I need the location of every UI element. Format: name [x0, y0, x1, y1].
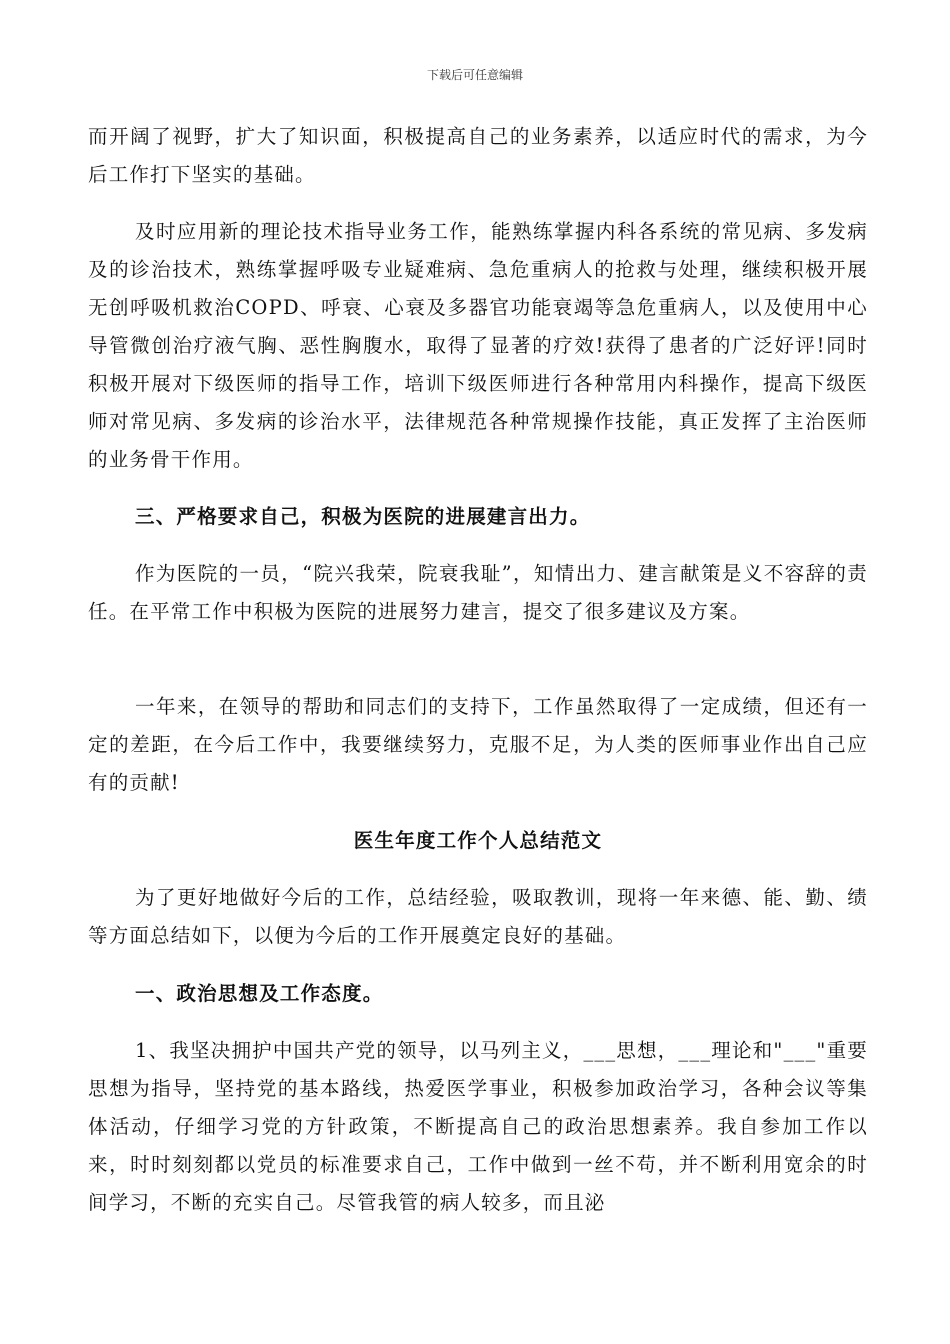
body-paragraph — [88, 213, 868, 479]
body-paragraph — [88, 555, 868, 631]
heading-section-three: 三、严格要求自己，积极为医院的进展建言出力。 — [135, 505, 591, 528]
heading-section-one: 一、政治思想及工作态度。 — [135, 982, 384, 1005]
section-heading — [88, 975, 868, 1013]
body-paragraph — [88, 879, 868, 955]
body-paragraph — [88, 688, 868, 802]
body-paragraph — [88, 1032, 868, 1222]
section-heading — [88, 498, 868, 536]
paragraph-continuation: 而开阔了视野，扩大了知识面，积极提高自己的业务素养，以适应时代的需求，为今后工作打下坚实的基础。 — [88, 125, 868, 186]
document-title — [88, 822, 868, 860]
body-paragraph — [88, 118, 868, 194]
paragraph-hospital-member: 作为医院的一员，“院兴我荣，院衰我耻”，知情出力、建言献策是义不容辞的责任。在平常工作中积极为医院的进展努力建言，提交了很多建议及方案。 — [88, 562, 868, 623]
paragraph-year-summary: 一年来，在领导的帮助和同志们的支持下，工作虽然取得了一定成绩，但还有一定的差距，在今后工作中，我要继续努力，克服不足，为人类的医师事业作出自己应有的贡献! — [88, 695, 868, 794]
paragraph-techniques: 及时应用新的理论技术指导业务工作，能熟练掌握内科各系统的常见病、多发病及的诊治技术，熟练掌握呼吸专业疑难病、急危重病人的抢救与处理，继续积极开展无创呼吸机救治COPD、呼衰、心衰及多器官功能衰竭等急危重病人，以及使用中心导管微创治疗液气胸、恶性胸腹水，取得了显著的疗效!获得了患者的广泛好评!同时积极开展对下级医师的指导工作，培训下级医师进行各种常用内科操作，提高下级医师对常见病、多发病的诊治水平，法律规范各种常规操作技能，真正发挥了主治医师的业务骨干作用。 — [88, 220, 868, 471]
paragraph-political: 1、我坚决拥护中国共产党的领导，以马列主义，___思想，___理论和"___"重要思想为指导，坚持党的基本路线，热爱医学事业，积极参加政治学习，各种会议等集体活动，仔细学习党的方针政策，不断提高自己的政治思想素养。我自参加工作以来，时时刻刻都以党员的标准要求自己，工作中做到一丝不苟，并不断利用宽余的时间学习，不断的充实自己。尽管我管的病人较多，而且泌 — [88, 1039, 868, 1214]
article-title: 医生年度工作个人总结范文 — [353, 829, 603, 852]
paragraph-intro: 为了更好地做好今后的工作，总结经验，吸取教训，现将一年来德、能、勤、绩等方面总结如下，以便为今后的工作开展奠定良好的基础。 — [88, 886, 868, 947]
page-header: 下载后可任意编辑 — [426, 68, 523, 82]
